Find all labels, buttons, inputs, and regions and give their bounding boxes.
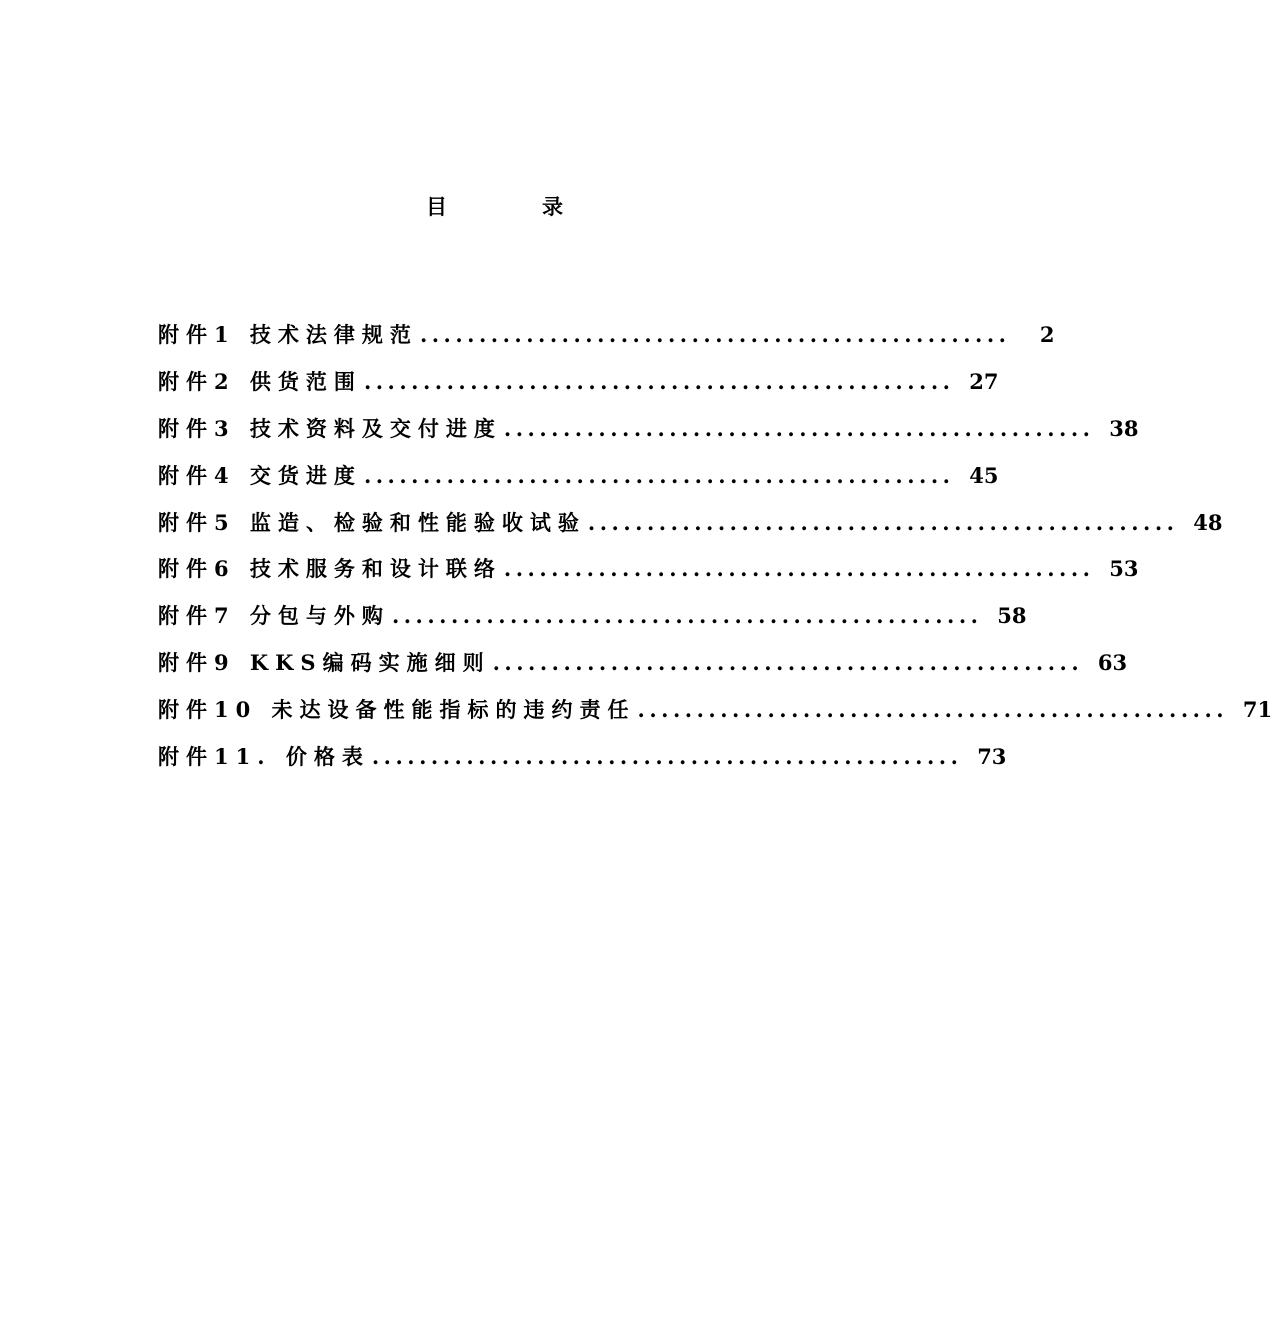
toc-leader-dots: .................................................. [391, 603, 983, 629]
toc-entry[interactable] [158, 546, 1139, 593]
toc-entry-page: 53 [1109, 556, 1139, 582]
toc-entry-page: 63 [1097, 649, 1128, 675]
toc-leader-dots: .................................................. [363, 369, 955, 395]
toc-entry-label: 附件4 交货进度 [158, 462, 362, 488]
toc-title-char-1: 目 [426, 194, 447, 219]
toc-entry[interactable] [158, 686, 1272, 733]
toc-entry[interactable] [158, 359, 999, 406]
toc-leader-dots: .................................................. [419, 322, 1011, 348]
toc-entry-page: 58 [997, 603, 1027, 629]
toc-entry-page: 2 [1039, 322, 1055, 348]
toc-entry-label: 附件6 技术服务和设计联络 [158, 556, 502, 582]
toc-title [0, 192, 950, 222]
toc-entry[interactable] [158, 312, 1055, 359]
toc-entry[interactable] [158, 406, 1139, 453]
toc-leader-dots: .................................................. [371, 743, 963, 769]
toc-leader-dots: .................................................. [587, 509, 1179, 535]
toc-entry-label: 附件10 未达设备性能指标的违约责任 [158, 696, 636, 722]
toc-leader-dots: .................................................. [503, 556, 1095, 582]
toc-entry-page: 27 [969, 369, 999, 395]
toc-entry-label: 附件5 监造、检验和性能验收试验 [158, 509, 586, 535]
toc-entry-page: 48 [1193, 509, 1223, 535]
toc-entry-label: 附件11. 价格表 [158, 743, 370, 769]
toc-entry[interactable] [158, 733, 1007, 780]
toc-entry-page: 45 [969, 462, 999, 488]
toc-entry-page: 71 [1242, 696, 1272, 722]
toc-entry[interactable] [158, 499, 1223, 546]
toc-entry-label: 附件1 技术法律规范 [158, 322, 418, 348]
toc-entry[interactable] [158, 452, 999, 499]
toc-leader-dots: .................................................. [503, 415, 1095, 441]
toc-entry[interactable] [158, 593, 1027, 640]
toc-list [158, 312, 1272, 780]
toc-leader-dots: .................................................. [363, 462, 955, 488]
toc-leader-dots: .................................................. [492, 649, 1084, 675]
toc-entry-label: 附件3 技术资料及交付进度 [158, 415, 502, 441]
toc-entry[interactable] [158, 640, 1128, 687]
toc-entry-label: 附件9 KKS编码实施细则 [158, 649, 491, 675]
toc-entry-label: 附件7 分包与外购 [158, 603, 390, 629]
toc-leader-dots: .................................................. [637, 696, 1229, 722]
toc-entry-page: 38 [1109, 415, 1139, 441]
toc-entry-page: 73 [977, 743, 1007, 769]
toc-title-char-2: 录 [542, 194, 563, 219]
toc-entry-label: 附件2 供货范围 [158, 369, 362, 395]
